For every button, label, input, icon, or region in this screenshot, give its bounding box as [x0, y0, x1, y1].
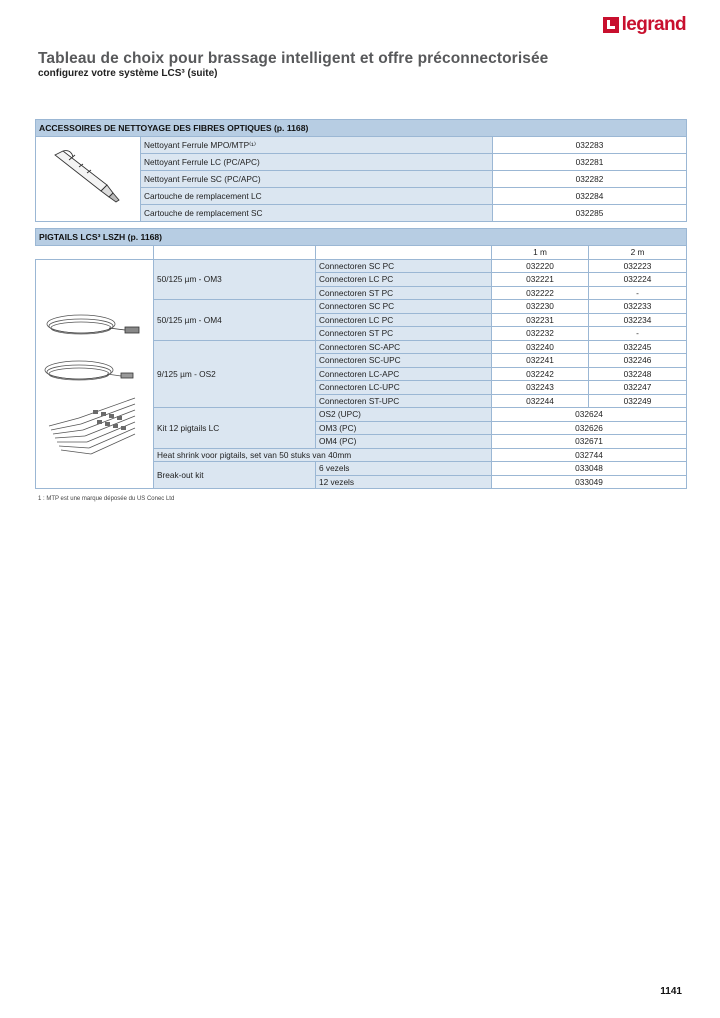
- breakout-option-label: 12 vezels: [316, 475, 492, 489]
- code-2m: 032247: [589, 381, 687, 395]
- kit-code: 032624: [492, 408, 687, 422]
- code-1m: 032232: [492, 327, 589, 341]
- connector-label: Connectoren ST PC: [316, 286, 492, 300]
- legrand-logo-mark-icon: [603, 17, 619, 33]
- accessory-label: Cartouche de remplacement LC: [141, 188, 493, 205]
- code-2m: 032249: [589, 394, 687, 408]
- code-2m: -: [589, 286, 687, 300]
- kit-option-label: OS2 (UPC): [316, 408, 492, 422]
- breakout-option-label: 6 vezels: [316, 462, 492, 476]
- length-1m-header: 1 m: [492, 246, 589, 260]
- pigtails-table: [35, 228, 687, 489]
- breakout-code: 033048: [492, 462, 687, 476]
- connector-label: Connectoren LC-UPC: [316, 381, 492, 395]
- legrand-logo: [603, 14, 686, 36]
- kit-option-label: OM4 (PC): [316, 435, 492, 449]
- kit-code: 032671: [492, 435, 687, 449]
- breakout-code: 033049: [492, 475, 687, 489]
- code-1m: 032230: [492, 300, 589, 314]
- connector-label: Connectoren LC-APC: [316, 367, 492, 381]
- page-subtitle: configurez votre système LCS³ (suite): [38, 68, 218, 79]
- accessory-code: 032281: [493, 154, 687, 171]
- heat-shrink-label: Heat shrink voor pigtails, set van 50 stuks van 40mm: [154, 448, 492, 462]
- fiber-type-label: 50/125 µm - OM3: [154, 259, 316, 300]
- connector-label: Connectoren SC-APC: [316, 340, 492, 354]
- heat-shrink-code: 032744: [492, 448, 687, 462]
- accessory-code: 032284: [493, 188, 687, 205]
- footnote: 1 : MTP est une marque déposée du US Conec Ltd: [38, 496, 175, 502]
- accessory-label: Nettoyant Ferrule LC (PC/APC): [141, 154, 493, 171]
- code-1m: 032242: [492, 367, 589, 381]
- code-2m: 032223: [589, 259, 687, 273]
- code-2m: 032246: [589, 354, 687, 368]
- kit-code: 032626: [492, 421, 687, 435]
- code-2m: 032224: [589, 273, 687, 287]
- code-1m: 032240: [492, 340, 589, 354]
- connector-label: Connectoren ST PC: [316, 327, 492, 341]
- breakout-label: Break-out kit: [154, 462, 316, 489]
- accessory-label: Nettoyant Ferrule MPO/MTP⁽¹⁾: [141, 137, 493, 154]
- connector-label: Connectoren ST-UPC: [316, 394, 492, 408]
- accessory-code: 032285: [493, 205, 687, 222]
- fiber-type-label: 50/125 µm - OM4: [154, 300, 316, 341]
- code-2m: 032233: [589, 300, 687, 314]
- cleaner-pen-image: [36, 137, 141, 222]
- accessories-table: [35, 119, 687, 222]
- code-1m: 032243: [492, 381, 589, 395]
- accessory-label: Cartouche de remplacement SC: [141, 205, 493, 222]
- kit-label: Kit 12 pigtails LC: [154, 408, 316, 449]
- connector-label: Connectoren SC PC: [316, 259, 492, 273]
- fiber-type-label: 9/125 µm - OS2: [154, 340, 316, 408]
- code-1m: 032231: [492, 313, 589, 327]
- connector-label: Connectoren SC-UPC: [316, 354, 492, 368]
- page-title: Tableau de choix pour brassage intelligent et offre préconnectorisée: [38, 50, 549, 67]
- code-1m: 032244: [492, 394, 589, 408]
- kit-option-label: OM3 (PC): [316, 421, 492, 435]
- code-1m: 032222: [492, 286, 589, 300]
- page-number: 1141: [660, 986, 682, 997]
- connector-label: Connectoren LC PC: [316, 313, 492, 327]
- accessory-label: Nettoyant Ferrule SC (PC/APC): [141, 171, 493, 188]
- accessories-header: ACCESSOIRES DE NETTOYAGE DES FIBRES OPTIQUES (p. 1168): [36, 120, 687, 137]
- code-1m: 032241: [492, 354, 589, 368]
- accessory-code: 032283: [493, 137, 687, 154]
- code-2m: -: [589, 327, 687, 341]
- connector-label: Connectoren SC PC: [316, 300, 492, 314]
- code-1m: 032220: [492, 259, 589, 273]
- length-2m-header: 2 m: [589, 246, 687, 260]
- code-2m: 032248: [589, 367, 687, 381]
- code-1m: 032221: [492, 273, 589, 287]
- pigtail-cables-icon: [39, 278, 151, 468]
- pigtail-cables-image: [36, 259, 154, 489]
- accessory-code: 032282: [493, 171, 687, 188]
- code-2m: 032234: [589, 313, 687, 327]
- legrand-logo-text: legrand: [621, 14, 686, 35]
- code-2m: 032245: [589, 340, 687, 354]
- connector-label: Connectoren LC PC: [316, 273, 492, 287]
- cleaner-pen-icon: [49, 147, 127, 209]
- pigtails-header: PIGTAILS LCS³ LSZH (p. 1168): [36, 229, 687, 246]
